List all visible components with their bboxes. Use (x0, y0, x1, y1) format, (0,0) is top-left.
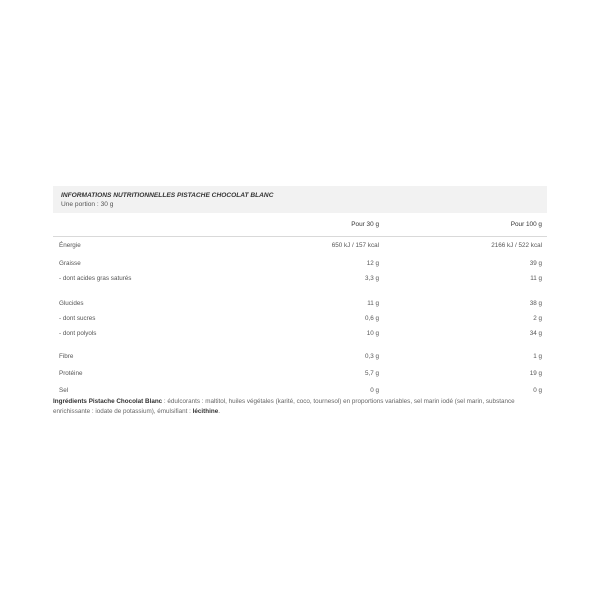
table-row (53, 239, 547, 254)
row-label: Énergie (59, 242, 81, 249)
column-headers (53, 213, 547, 237)
table-row (53, 257, 547, 272)
table-header (53, 186, 547, 213)
row-value-100g: 39 g (529, 260, 542, 267)
table-row (53, 312, 547, 327)
ingredients-list: : édulcorants : maltitol, huiles végétales (karité, coco, tournesol) en proportions variables, sel marin iodé (sel marin, substance enrichissante : iodate de potassium), émulsifiant : (53, 398, 515, 415)
row-label: - dont acides gras saturés (59, 275, 132, 282)
row-label: Fibre (59, 353, 74, 360)
row-value-portion: 5,7 g (364, 370, 379, 377)
table-row (53, 272, 547, 287)
table-title: INFORMATIONS NUTRITIONNELLES PISTACHE CHOCOLAT BLANC (61, 192, 274, 199)
row-label: Graisse (59, 260, 81, 267)
row-label: - dont sucres (59, 315, 96, 322)
row-value-100g: 11 g (530, 275, 542, 282)
row-value-100g: 38 g (529, 300, 542, 307)
table-row (53, 367, 547, 382)
row-value-portion: 0 g (370, 387, 379, 394)
allergen-lecithine: lécithine (192, 408, 219, 415)
row-value-portion: 3,3 g (364, 275, 379, 282)
row-value-portion: 0,3 g (364, 353, 379, 360)
column-header-portion: Pour 30 g (351, 221, 379, 228)
row-value-portion: 0,6 g (364, 315, 379, 322)
row-value-portion: 650 kJ / 157 kcal (331, 242, 379, 249)
row-value-100g: 2166 kJ / 522 kcal (491, 242, 542, 249)
table-row (53, 350, 547, 365)
row-label: Sel (59, 387, 69, 394)
table-row (53, 327, 547, 342)
row-value-portion: 12 g (366, 260, 379, 267)
row-label: - dont polyols (59, 330, 97, 337)
ingredients-end: . (218, 408, 220, 415)
nutrition-table (53, 186, 547, 399)
row-value-100g: 0 g (533, 387, 542, 394)
row-value-100g: 34 g (529, 330, 542, 337)
ingredients-heading: Ingrédients Pistache Chocolat Blanc (53, 398, 163, 405)
portion-size: Une portion : 30 g (61, 201, 114, 208)
row-value-100g: 19 g (529, 370, 542, 377)
ingredients-text (53, 397, 547, 417)
row-label: Glucides (59, 300, 84, 307)
row-label: Protéine (59, 370, 83, 377)
row-value-100g: 1 g (533, 353, 542, 360)
row-value-portion: 11 g (367, 300, 379, 307)
table-row (53, 297, 547, 312)
column-header-100g: Pour 100 g (510, 221, 542, 228)
row-value-100g: 2 g (533, 315, 542, 322)
row-value-portion: 10 g (366, 330, 379, 337)
